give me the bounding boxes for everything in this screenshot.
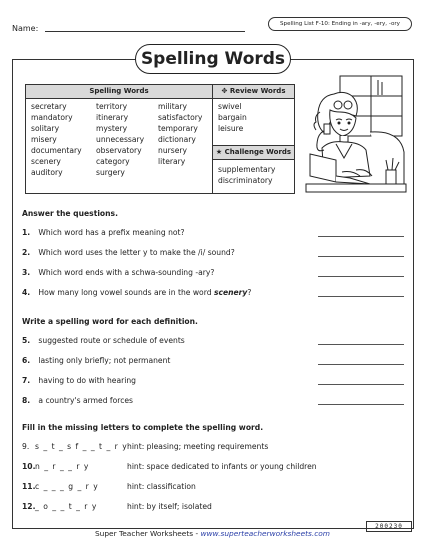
answer-line-4[interactable] [318,296,404,297]
review-word: swivel [218,102,242,111]
item-11-hint: hint: classification [127,482,196,491]
question-2 [22,248,235,257]
spelling-word: observatory [96,146,142,155]
question-8 [22,396,133,405]
question-text: suggested route or schedule of events [38,336,185,345]
question-text: Which word uses the letter y to make the /i/ sound? [38,248,235,257]
review-words-header: ✥ Review Words [213,85,294,99]
question-number: 1. [22,228,31,237]
name-line[interactable] [45,31,245,32]
answer-line-3[interactable] [318,276,404,277]
challenge-words-header: ★ Challenge Words [213,145,294,160]
question-1 [22,228,185,237]
spelling-word: mandatory [31,113,73,122]
spelling-word: auditory [31,168,63,177]
question-number: 5. [22,336,31,345]
spelling-word: solitary [31,124,60,133]
footer [0,529,425,538]
question-text: Which word has a prefix meaning not? [38,228,185,237]
worksheet-code: 200230 [366,521,412,532]
answer-line-1[interactable] [318,236,404,237]
spelling-word: scenery [31,157,61,166]
review-word: leisure [218,124,244,133]
challenge-word: discriminatory [218,176,273,185]
question-emphasis: scenery [213,288,248,297]
item-11-number: 11. [22,482,36,491]
challenge-word: supplementary [218,165,276,174]
spelling-word: military [158,102,187,111]
list-badge: Spelling List F-10: Ending in -ary, -ery, -ory [268,17,412,31]
section-heading-definitions: Write a spelling word for each definition. [22,317,198,326]
answer-line-8[interactable] [318,404,404,405]
question-number: 8. [22,396,31,405]
question-text: Which word ends with a schwa-sounding -ary? [38,268,215,277]
spelling-word: category [96,157,130,166]
word-table [25,84,295,194]
spelling-word: temporary [158,124,198,133]
table-divider [212,85,213,193]
spelling-word: secretary [31,102,67,111]
item-9-number: 9. [22,442,30,451]
question-text: How many long vowel sounds are in the word [38,288,212,297]
question-3 [22,268,214,277]
spelling-word: territory [96,102,128,111]
question-text: lasting only briefly; not permanent [38,356,171,365]
section-heading-questions: Answer the questions. [22,209,118,218]
spelling-word: literary [158,157,186,166]
spelling-word: itinerary [96,113,129,122]
question-tail: ? [247,288,252,297]
question-number: 2. [22,248,31,257]
item-12-number: 12. [22,502,36,511]
footer-text: Super Teacher Worksheets - [94,529,201,538]
spelling-word: dictionary [158,135,196,144]
name-label: Name: [12,24,39,33]
item-9-letters: s _ t _ s f _ _ t _ r y [35,442,128,451]
spelling-word: surgery [96,168,125,177]
spelling-word: satisfactory [158,113,203,122]
student-laptop-illustration [300,72,410,200]
spelling-word: nursery [158,146,187,155]
footer-link[interactable]: www.superteacherworksheets.com [200,529,330,538]
item-9-hint: hint: pleasing; meeting requirements [127,442,269,451]
spelling-word: mystery [96,124,128,133]
item-12-letters: _ o _ _ t _ r y [35,502,98,511]
item-11-letters: c _ _ _ g _ r y [35,482,99,491]
question-number: 3. [22,268,31,277]
review-word: bargain [218,113,247,122]
question-text: having to do with hearing [38,376,136,385]
section-heading-fill-in: Fill in the missing letters to complete the spelling word. [22,423,264,432]
answer-line-2[interactable] [318,256,404,257]
question-number: 4. [22,288,31,297]
spelling-word: documentary [31,146,82,155]
question-4 [22,288,251,297]
spelling-words-header: Spelling Words [26,85,213,99]
answer-line-6[interactable] [318,364,404,365]
answer-line-7[interactable] [318,384,404,385]
question-number: 7. [22,376,31,385]
item-12-hint: hint: by itself; isolated [127,502,212,511]
spelling-word: misery [31,135,57,144]
page-title: Spelling Words [135,44,291,74]
question-text: a country's armed forces [38,396,134,405]
answer-line-5[interactable] [318,344,404,345]
question-6 [22,356,170,365]
question-5 [22,336,185,345]
item-10-number: 10. [22,462,36,471]
question-number: 6. [22,356,31,365]
item-10-hint: hint: space dedicated to infants or young children [127,462,317,471]
spelling-word: unnecessary [96,135,145,144]
item-10-letters: n _ r _ _ r y [35,462,90,471]
question-7 [22,376,136,385]
